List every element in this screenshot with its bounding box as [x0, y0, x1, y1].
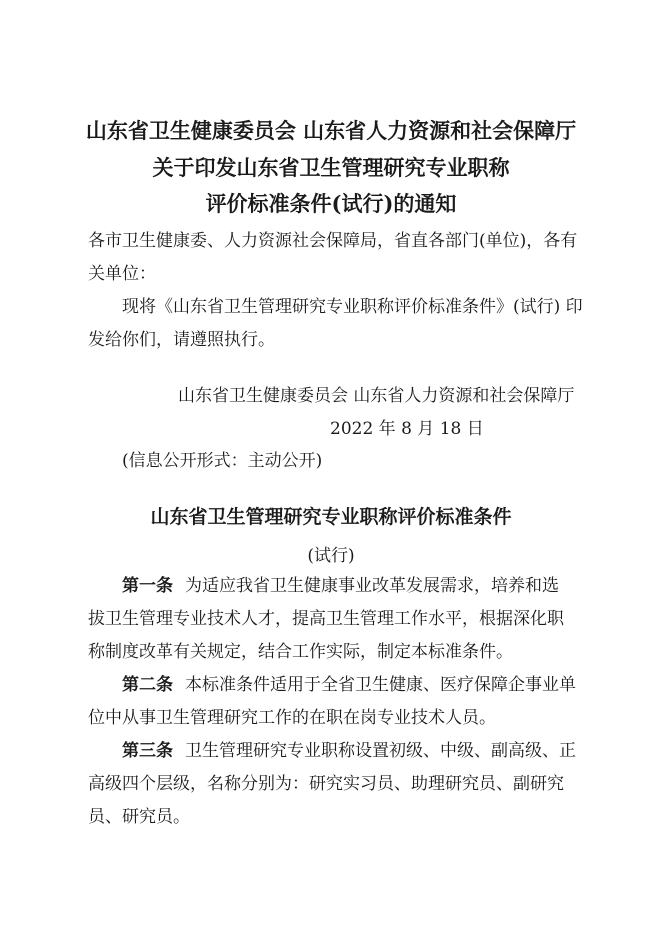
article-2-line-2: 位中从事卫生管理研究工作的在职在岗专业技术人员。 [88, 708, 496, 728]
standard-title: 山东省卫生管理研究专业职称评价标准条件 [150, 506, 512, 528]
standard-subtitle: (试行) [307, 546, 355, 566]
disclosure-form: (信息公开形式：主动公开) [122, 451, 323, 471]
issuing-authorities: 山东省卫生健康委员会 山东省人力资源和社会保障厅 [178, 386, 575, 406]
notice-body-line-2: 发给你们，请遵照执行。 [88, 330, 275, 350]
article-1-label: 第一条 [122, 576, 173, 596]
article-3-line-1 [122, 741, 576, 761]
addressee-line-2: 关单位： [88, 264, 156, 284]
article-1-line-3: 称制度改革有关规定，结合工作实际，制定本标准条件。 [88, 642, 513, 662]
notice-title-line-2: 关于印发山东省卫生管理研究专业职称 [152, 155, 510, 180]
article-1-line-2: 拔卫生管理专业技术人才，提高卫生管理工作水平，根据深化职 [88, 609, 564, 629]
article-3-line-3: 员、研究员。 [88, 807, 190, 827]
notice-title-line-1: 山东省卫生健康委员会 山东省人力资源和社会保障厅 [85, 118, 577, 143]
article-1-text: 为适应我省卫生健康事业改革发展需求，培养和选 [185, 576, 559, 596]
notice-body-line-1: 现将《山东省卫生管理研究专业职称评价标准条件》(试行) 印 [122, 297, 583, 317]
article-2-text: 本标准条件适用于全省卫生健康、医疗保障企事业单 [185, 675, 576, 695]
article-2-line-1 [122, 675, 576, 695]
article-3-label: 第三条 [122, 741, 173, 761]
issue-date: 2022 年 8 月 18 日 [330, 419, 484, 439]
addressee-line-1: 各市卫生健康委、人力资源社会保障局，省直各部门(单位)，各有 [88, 231, 578, 251]
article-3-text: 卫生管理研究专业职称设置初级、中级、副高级、正 [185, 741, 576, 761]
article-1-line-1 [122, 576, 559, 596]
article-3-line-2: 高级四个层级，名称分别为：研究实习员、助理研究员、副研究 [88, 774, 564, 794]
notice-title-line-3: 评价标准条件(试行)的通知 [205, 191, 457, 216]
article-2-label: 第二条 [122, 675, 173, 695]
